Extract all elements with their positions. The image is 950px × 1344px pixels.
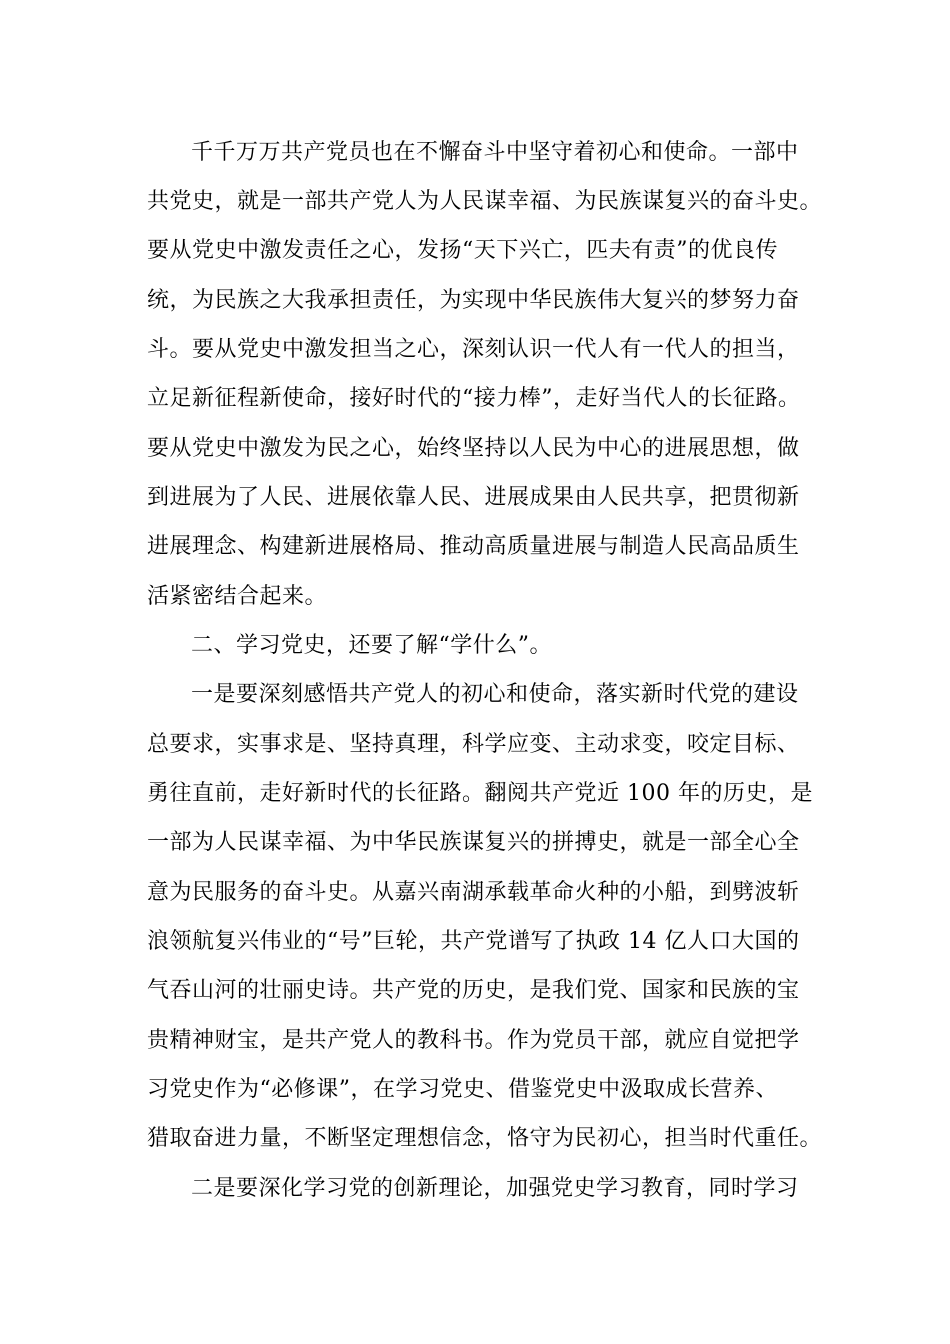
paragraph-line: 勇往直前，走好新时代的长征路。翻阅共产党近 100 年的历史，是 — [147, 781, 813, 806]
paragraph-line: 斗。要从党史中激发担当之心，深刻认识一代人有一代人的担当， — [147, 337, 800, 362]
section-heading: 二、学习党史，还要了解“学什么”。 — [191, 633, 552, 658]
paragraph-line: 浪领航复兴伟业的“号”巨轮，共产党谱写了执政 14 亿人口大国的 — [147, 929, 800, 954]
paragraph-line: 统，为民族之大我承担责任，为实现中华民族伟大复兴的梦努力奋 — [147, 288, 800, 313]
paragraph-line: 千千万万共产党员也在不懈奋斗中坚守着初心和使命。一部中 — [191, 140, 799, 165]
paragraph-line: 活紧密结合起来。 — [147, 584, 328, 609]
paragraph-line: 意为民服务的奋斗史。从嘉兴南湖承载革命火种的小船，到劈波斩 — [147, 880, 800, 905]
paragraph-line: 贵精神财宝，是共产党人的教科书。作为党员干部，就应自觉把学 — [147, 1028, 800, 1053]
paragraph-line: 到进展为了人民、进展依靠人民、进展成果由人民共享，把贯彻新 — [147, 485, 800, 510]
paragraph-line: 进展理念、构建新进展格局、推动高质量进展与制造人民高品质生 — [147, 534, 800, 559]
paragraph-line: 立足新征程新使命，接好时代的“接力棒”，走好当代人的长征路。 — [147, 386, 801, 411]
paragraph-line: 一是要深刻感悟共产党人的初心和使命，落实新时代党的建设 — [191, 682, 799, 707]
paragraph-line: 要从党史中激发为民之心，始终坚持以人民为中心的进展思想，做 — [147, 436, 800, 461]
paragraph-line: 共党史，就是一部共产党人为人民谋幸福、为民族谋复兴的奋斗史。 — [147, 189, 823, 214]
paragraph-line: 总要求，实事求是、坚持真理，科学应变、主动求变，咬定目标、 — [147, 732, 800, 757]
paragraph-line: 气吞山河的壮丽史诗。共产党的历史，是我们党、国家和民族的宝 — [147, 978, 800, 1003]
paragraph-line: 一部为人民谋幸福、为中华民族谋复兴的拼搏史，就是一部全心全 — [147, 830, 800, 855]
paragraph-line: 二是要深化学习党的创新理论，加强党史学习教育，同时学习 — [191, 1176, 799, 1201]
paragraph-line: 猎取奋进力量，不断坚定理想信念，恪守为民初心，担当时代重任。 — [147, 1126, 823, 1151]
paragraph-line: 要从党史中激发责任之心，发扬“天下兴亡，匹夫有责”的优良传 — [147, 238, 778, 263]
paragraph-line: 习党史作为“必修课”，在学习党史、借鉴党史中汲取成长营养、 — [147, 1077, 778, 1102]
